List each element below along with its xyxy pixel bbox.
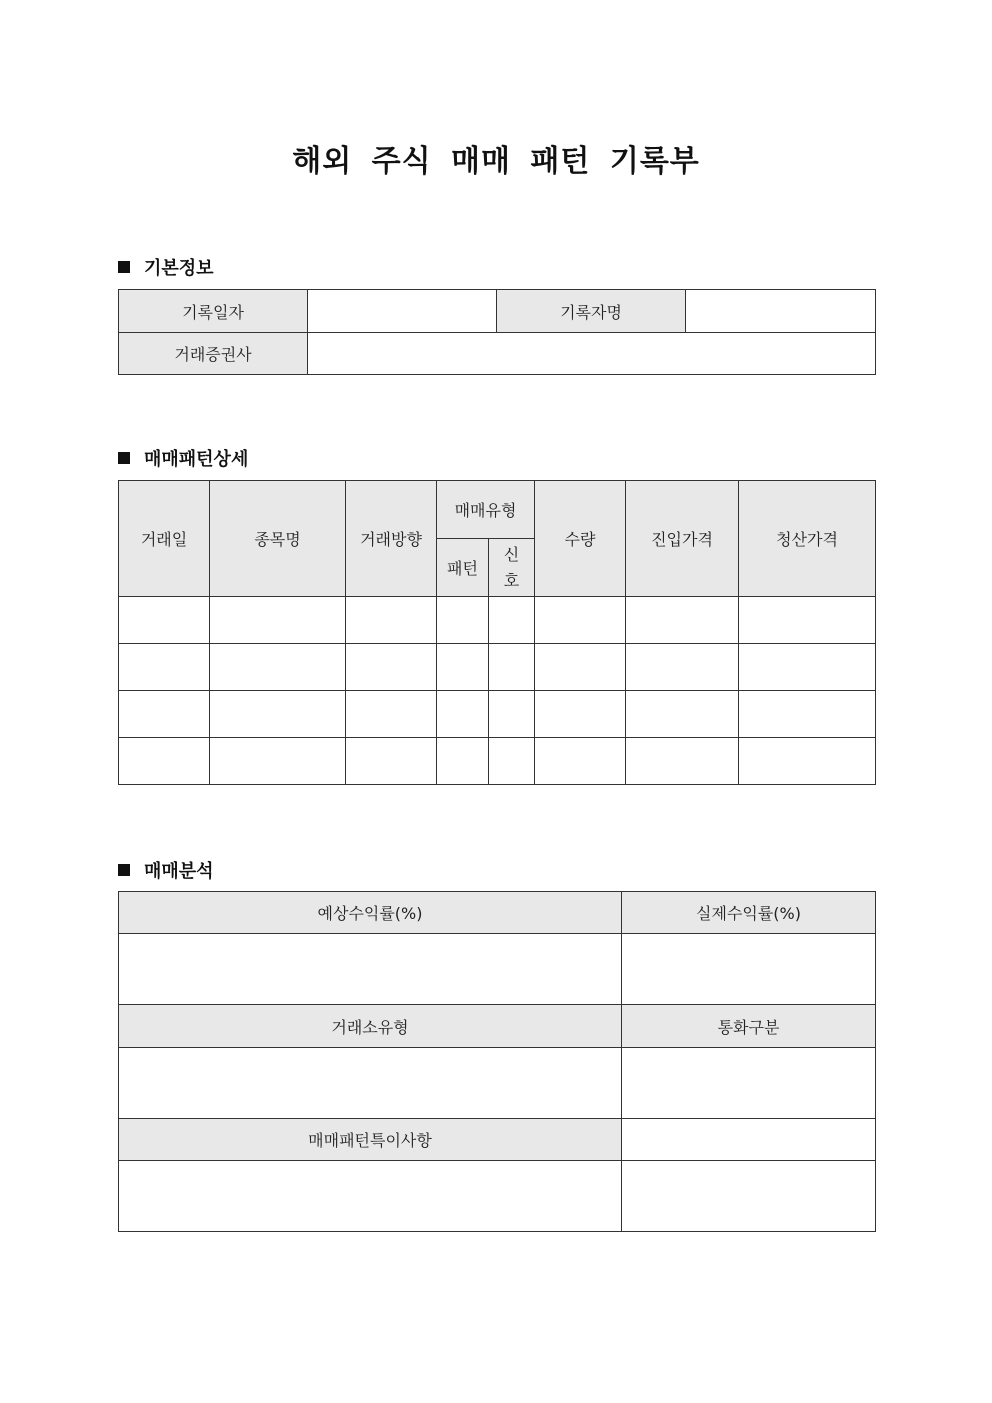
- currency-field[interactable]: [622, 1048, 876, 1119]
- actual-return-field[interactable]: [622, 934, 876, 1005]
- header-exit-price: 청산가격: [739, 481, 876, 597]
- cell-quantity[interactable]: [535, 738, 626, 785]
- header-signal: [489, 539, 535, 597]
- cell-ticker-name[interactable]: [210, 597, 346, 644]
- exchange-type-label: 거래소유형: [119, 1005, 622, 1048]
- table-row: [119, 1048, 876, 1119]
- table-row: [119, 644, 876, 691]
- cell-ticker-name[interactable]: [210, 738, 346, 785]
- section-heading-label: 기본정보: [144, 258, 214, 279]
- header-ticker-name: 종목명: [210, 481, 346, 597]
- cell-pattern[interactable]: [437, 597, 489, 644]
- cell-exit-price[interactable]: [739, 738, 876, 785]
- expected-return-field[interactable]: [119, 934, 622, 1005]
- table-row: [119, 333, 876, 375]
- table-header-row: [119, 1119, 876, 1161]
- brokerage-field[interactable]: [308, 333, 876, 375]
- table-row: [119, 597, 876, 644]
- cell-entry-price[interactable]: [626, 597, 739, 644]
- cell-exit-price[interactable]: [739, 597, 876, 644]
- exchange-type-field[interactable]: [119, 1048, 622, 1119]
- square-bullet-icon: [118, 864, 130, 876]
- table-row: [119, 691, 876, 738]
- cell-trade-date[interactable]: [119, 738, 210, 785]
- cell-pattern[interactable]: [437, 691, 489, 738]
- cell-entry-price[interactable]: [626, 738, 739, 785]
- header-trade-date: 거래일: [119, 481, 210, 597]
- square-bullet-icon: [118, 452, 130, 464]
- cell-ticker-name[interactable]: [210, 644, 346, 691]
- recorder-name-label: 기록자명: [497, 290, 686, 333]
- table-header-row: [119, 1005, 876, 1048]
- notes-label: 매매패턴특이사항: [119, 1119, 622, 1161]
- cell-pattern[interactable]: [437, 644, 489, 691]
- section-heading-basic-info: [118, 254, 214, 280]
- brokerage-label: 거래증권사: [119, 333, 308, 375]
- header-pattern: 패턴: [437, 539, 489, 597]
- section-heading-pattern-detail: [118, 445, 248, 471]
- basic-info-table: [118, 289, 876, 375]
- expected-return-label: 예상수익률(%): [119, 892, 622, 934]
- cell-entry-price[interactable]: [626, 644, 739, 691]
- analysis-table: [118, 891, 876, 1232]
- section-heading-label: 매매분석: [144, 861, 214, 882]
- record-date-label: 기록일자: [119, 290, 308, 333]
- cell-trade-date[interactable]: [119, 691, 210, 738]
- section-heading-label: 매매패턴상세: [144, 449, 249, 470]
- cell-trade-direction[interactable]: [346, 597, 437, 644]
- header-quantity: 수량: [535, 481, 626, 597]
- header-signal-text: 신호: [503, 544, 520, 590]
- header-entry-price: 진입가격: [626, 481, 739, 597]
- cell-trade-date[interactable]: [119, 644, 210, 691]
- cell-quantity[interactable]: [535, 597, 626, 644]
- section-heading-analysis: [118, 857, 214, 883]
- cell-pattern[interactable]: [437, 738, 489, 785]
- pattern-detail-table: [118, 480, 876, 785]
- cell-signal[interactable]: [489, 644, 535, 691]
- cell-signal[interactable]: [489, 597, 535, 644]
- cell-ticker-name[interactable]: [210, 691, 346, 738]
- table-row: [119, 1161, 876, 1232]
- cell-exit-price[interactable]: [739, 644, 876, 691]
- page-title: 해외 주식 매매 패턴 기록부: [292, 144, 700, 179]
- cell-trade-direction[interactable]: [346, 691, 437, 738]
- cell-entry-price[interactable]: [626, 691, 739, 738]
- cell-exit-price[interactable]: [739, 691, 876, 738]
- table-header-row: [119, 481, 876, 539]
- cell-signal[interactable]: [489, 738, 535, 785]
- cell-quantity[interactable]: [535, 644, 626, 691]
- header-trade-direction: 거래방향: [346, 481, 437, 597]
- square-bullet-icon: [118, 261, 130, 273]
- cell-signal[interactable]: [489, 691, 535, 738]
- currency-label: 통화구분: [622, 1005, 876, 1048]
- cell-quantity[interactable]: [535, 691, 626, 738]
- notes-side-label[interactable]: [622, 1119, 876, 1161]
- cell-trade-date[interactable]: [119, 597, 210, 644]
- cell-trade-direction[interactable]: [346, 738, 437, 785]
- cell-trade-direction[interactable]: [346, 644, 437, 691]
- recorder-name-field[interactable]: [686, 290, 876, 333]
- notes-side-field[interactable]: [622, 1161, 876, 1232]
- table-row: [119, 738, 876, 785]
- record-date-field[interactable]: [308, 290, 497, 333]
- table-row: [119, 934, 876, 1005]
- table-header-row: [119, 892, 876, 934]
- header-trade-type: 매매유형: [437, 481, 535, 539]
- notes-field[interactable]: [119, 1161, 622, 1232]
- table-row: [119, 290, 876, 333]
- actual-return-label: 실제수익률(%): [622, 892, 876, 934]
